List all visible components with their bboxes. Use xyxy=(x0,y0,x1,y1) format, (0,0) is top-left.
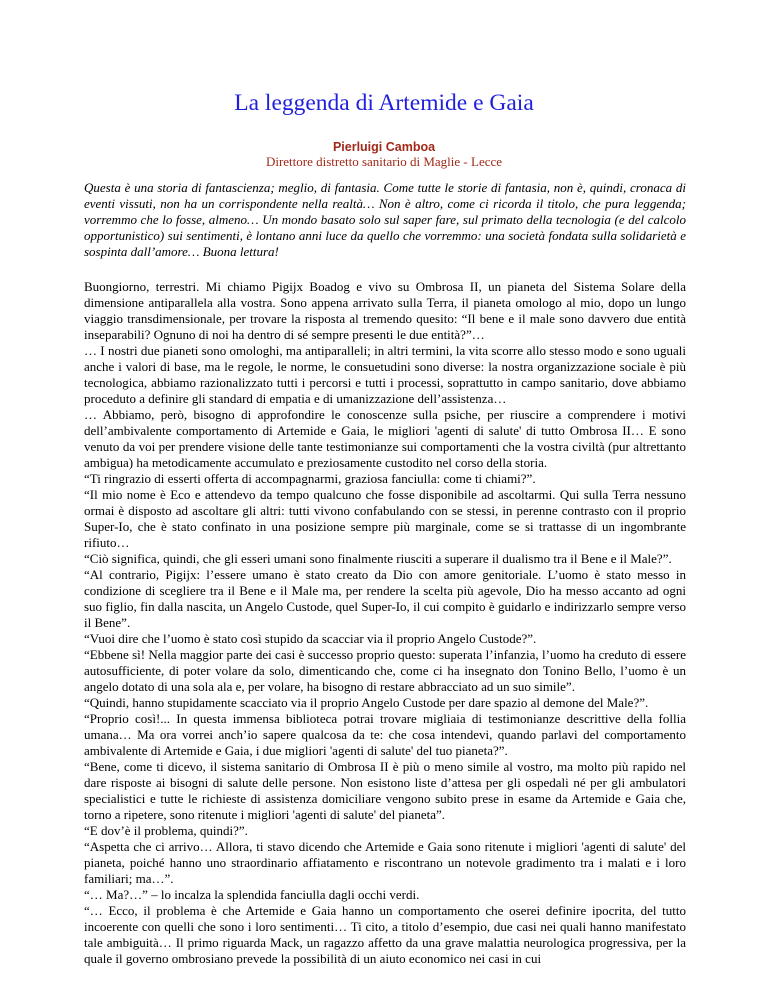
author-name: Pierluigi Camboa xyxy=(332,140,436,154)
story-paragraph: Buongiorno, terrestri. Mi chiamo Pigijx Boadog e vivo su Ombrosa II, un pianeta del Sistema Solare della dimensione antiparallela alla vostra. Sono appena arrivato sulla Terra, il pianeta omologo al mio, dopo un lungo viaggio transdimensionale, per trovare la risposta al tremendo quesito: “Il bene e il male sono davvero due entità inseparabili? Ognuno di noi ha dentro di sé sempre presenti le due entità?”… xyxy=(84,279,686,342)
story-paragraph: “Proprio così!... In questa immensa biblioteca potrai trovare migliaia di testimonianze descrittive della follia umana… Ma ora vorrei anch’io sapere qualcosa da te: che cosa intendevi, quando parlavi del comportamento ambivalente di Artemide e Gaia, i due migliori 'agenti di salute' del tuo pianeta?”. xyxy=(84,711,686,758)
intro-paragraph xyxy=(84,180,686,260)
story-paragraph: “Quindi, hanno stupidamente scacciato via il proprio Angelo Custode per dare spazio al demone del Male?”. xyxy=(84,695,649,710)
story-paragraph: … I nostri due pianeti sono omologhi, ma antiparalleli; in altri termini, la vita scorre allo stesso modo e sono uguali anche i valori di base, ma le regole, le norme, le consuetudini sono diverse: la nostra organizzazione sociale è più tecnologica, abbiamo razionalizzato tutti i percorsi e tutti i processi, soprattutto in campo sanitario, dove abbiamo proceduto a definire gli standard di empatia e di umanizzazione dell’assistenza… xyxy=(84,343,686,406)
story-paragraph: “Aspetta che ci arrivo… Allora, ti stavo dicendo che Artemide e Gaia sono ritenute i migliori 'agenti di salute' del pianeta, poiché hanno uno straordinario affiatamento e riscontrano un notevole gradimento tra i malati e i loro familiari; ma…”. xyxy=(84,839,686,886)
document-title: La leggenda di Artemide e Gaia xyxy=(234,90,534,116)
story-paragraph: “Ciò significa, quindi, che gli esseri umani sono finalmente riusciti a superare il dualismo tra il Bene e il Male?”. xyxy=(84,551,672,566)
author-affiliation: Direttore distretto sanitario di Maglie - Lecce xyxy=(265,154,503,169)
story-paragraph: “Il mio nome è Eco e attendevo da tempo qualcuno che fosse disponibile ad ascoltarmi. Qui sulla Terra nessuno ormai è disposto ad ascoltare gli altri: tutti vivono confabulando con se stessi, in perenne contrasto con il proprio Super-Io, che è stato confinato in una posizione sempre più marginale, come se si trattasse di un ingombrante rifiuto… xyxy=(84,487,686,550)
story-paragraph: “Ti ringrazio di esserti offerta di accompagnarmi, graziosa fanciulla: come ti chiami?”. xyxy=(84,471,536,486)
story-paragraph: “Al contrario, Pigijx: l’essere umano è stato creato da Dio con amore genitoriale. L’uomo è stato messo in condizione di scegliere tra il Bene e il Male ma, per rendere la scelta più agevole, Dio ha messo accanto ad ogni suo figlio, fin dalla nascita, un Angelo Custode, quel Super-Io, il cui compito è guidarlo e indirizzarlo sempre verso il Bene”. xyxy=(84,567,686,630)
story-paragraph: “Ebbene sì! Nella maggior parte dei casi è successo proprio questo: superata l’infanzia, l’uomo ha creduto di essere autosufficiente, di poter volare da solo, dimenticando che, come ci ha insegnato don Tonino Bello, l’uomo è un angelo dotato di una sola ala e, per volare, ha bisogno di restare abbracciato ad un suo simile”. xyxy=(84,647,686,694)
story-body xyxy=(84,279,686,967)
intro-text: Questa è una storia di fantascienza; meglio, di fantasia. Come tutte le storie di fantasia, non è, quindi, cronaca di eventi vissuti, non ha un corrispondente nella realtà… Non è altro, come ci ricorda il titolo, che pura leggenda; vorremmo che lo fosse, almeno… Un mondo basato solo sul saper fare, sul primato della tecnologia (e del calcolo opportunistico) sui sentimenti, è lontano anni luce da quello che vorremmo: una società fondata sulla solidarietà e sospinta dall’amore… Buona lettura! xyxy=(84,180,686,259)
story-paragraph: “… Ecco, il problema è che Artemide e Gaia hanno un comportamento che oserei definire ipocrita, del tutto incoerente con quelli che sono i loro sentimenti… Ti cito, a titolo d’esempio, due casi nei quali hanno manifestato tale ambiguità… Il primo riguarda Mack, un ragazzo affetto da una grave malattia neurologica progressiva, per la quale il governo ombrosiano prevede la possibilità di un aiuto economico nei casi in cui xyxy=(84,903,686,966)
story-paragraph: “Vuoi dire che l’uomo è stato così stupido da scacciar via il proprio Angelo Custode?”. xyxy=(84,631,537,646)
story-paragraph: “E dov’è il problema, quindi?”. xyxy=(84,823,248,838)
story-paragraph: “… Ma?…” – lo incalza la splendida fanciulla dagli occhi verdi. xyxy=(84,887,420,902)
story-paragraph: “Bene, come ti dicevo, il sistema sanitario di Ombrosa II è più o meno simile al vostro, ma molto più rapido nel dare risposte ai bisogni di salute delle persone. Non esistono liste d’attesa per gli ospedali né per gli ambulatori specialistici e tutte le richieste di assistenza domiciliare vengono subito prese in esame da Artemide e Gaia che, torno a ripetere, sono ritenute i migliori 'agenti di salute' del pianeta”. xyxy=(84,759,686,822)
story-paragraph: … Abbiamo, però, bisogno di approfondire le conoscenze sulla psiche, per riuscire a comprendere i motivi dell’ambivalente comportamento di Artemide e Gaia, le migliori 'agenti di salute' di tutto Ombrosa II… E sono venuto da voi per prendere visione delle tante testimonianze sui comportamenti che la vostra civiltà (pur altrettanto ambigua) ha metodicamente accumulato e preziosamente custodito nel corso della storia. xyxy=(84,407,686,470)
